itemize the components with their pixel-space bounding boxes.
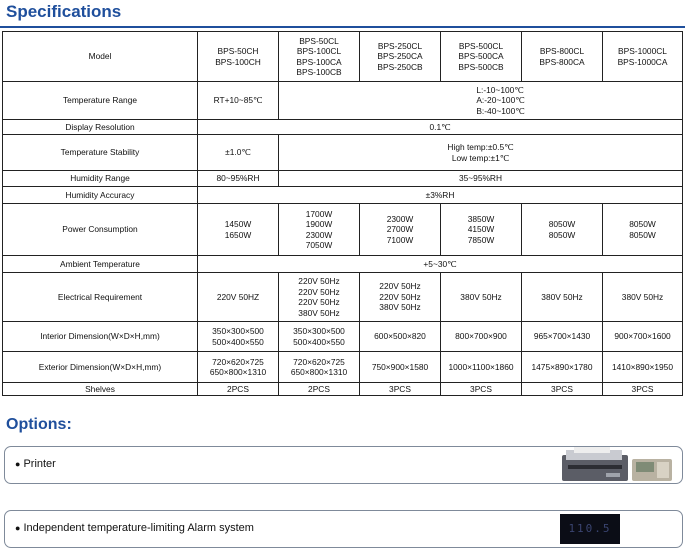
row-label: Electrical Requirement — [3, 273, 198, 322]
table-row — [3, 322, 683, 352]
table-cell: 3PCS — [603, 383, 683, 396]
table-row — [3, 187, 683, 204]
table-cell: ±1.0℃ — [198, 135, 279, 171]
table-cell: 1450W 1650W — [198, 204, 279, 256]
table-cell: 1410×890×1950 — [603, 352, 683, 383]
row-label: Temperature Stability — [3, 135, 198, 171]
table-cell: BPS-50CL BPS-100CL BPS-100CA BPS-100CB — [279, 32, 360, 82]
table-cell: 3PCS — [360, 383, 441, 396]
table-cell: 900×700×1600 — [603, 322, 683, 352]
table-cell: 2PCS — [279, 383, 360, 396]
table-cell: 8050W 8050W — [603, 204, 683, 256]
table-row — [3, 273, 683, 322]
table-row — [3, 120, 683, 135]
table-cell: High temp:±0.5℃ Low temp:±1℃ — [279, 135, 683, 171]
table-cell: 380V 50Hz — [441, 273, 522, 322]
specifications-table — [2, 31, 683, 396]
table-cell: 380V 50Hz — [522, 273, 603, 322]
table-cell: +5~30℃ — [198, 256, 683, 273]
table-row — [3, 256, 683, 273]
table-cell: BPS-800CL BPS-800CA — [522, 32, 603, 82]
row-label: Display Resolution — [3, 120, 198, 135]
table-row — [3, 383, 683, 396]
option-alarm-system — [4, 510, 683, 548]
option-printer — [4, 446, 683, 484]
table-row — [3, 32, 683, 82]
table-cell: ±3%RH — [198, 187, 683, 204]
option-printer-label: Printer — [23, 458, 56, 470]
table-cell: L:-10~100℃ A:-20~100℃ B:-40~100℃ — [279, 82, 683, 120]
table-cell: 35~95%RH — [279, 171, 683, 187]
table-cell: 350×300×500 500×400×550 — [198, 322, 279, 352]
row-label: Model — [3, 32, 198, 82]
table-cell: 80~95%RH — [198, 171, 279, 187]
row-label: Humidity Range — [3, 171, 198, 187]
table-cell: 800×700×900 — [441, 322, 522, 352]
row-label: Temperature Range — [3, 82, 198, 120]
table-cell: 2300W 2700W 7100W — [360, 204, 441, 256]
specifications-heading: Specifications — [6, 2, 122, 21]
option-label: ● Independent temperature-limiting Alarm system — [15, 522, 254, 534]
table-cell: 720×620×725 650×800×1310 — [198, 352, 279, 383]
table-cell: 3PCS — [441, 383, 522, 396]
table-cell: 0.1℃ — [198, 120, 683, 135]
options-heading: Options: — [6, 416, 72, 433]
table-row — [3, 352, 683, 383]
option-alarm-label: Independent temperature-limiting Alarm system — [23, 522, 254, 534]
table-cell: 8050W 8050W — [522, 204, 603, 256]
table-cell: 3PCS — [522, 383, 603, 396]
row-label: Humidity Accuracy — [3, 187, 198, 204]
table-row — [3, 204, 683, 256]
table-cell: 965×700×1430 — [522, 322, 603, 352]
table-cell: 3850W 4150W 7850W — [441, 204, 522, 256]
table-cell: BPS-50CH BPS-100CH — [198, 32, 279, 82]
row-label: Exterior Dimension(W×D×H,mm) — [3, 352, 198, 383]
row-label: Ambient Temperature — [3, 256, 198, 273]
table-cell: 220V 50Hz 220V 50Hz 220V 50Hz 380V 50Hz — [279, 273, 360, 322]
table-row — [3, 135, 683, 171]
table-row — [3, 82, 683, 120]
table-cell: 2PCS — [198, 383, 279, 396]
table-cell: 350×300×500 500×400×550 — [279, 322, 360, 352]
heading-rule — [0, 26, 685, 28]
printer-photo — [562, 447, 682, 483]
table-cell: BPS-1000CL BPS-1000CA — [603, 32, 683, 82]
table-cell: 380V 50Hz — [603, 273, 683, 322]
table-cell: BPS-500CL BPS-500CA BPS-500CB — [441, 32, 522, 82]
row-label: Power Consumption — [3, 204, 198, 256]
option-label: ● Printer — [15, 458, 56, 470]
row-label: Shelves — [3, 383, 198, 396]
table-cell: 1000×1100×1860 — [441, 352, 522, 383]
table-row — [3, 171, 683, 187]
table-cell: 750×900×1580 — [360, 352, 441, 383]
table-cell: 220V 50HZ — [198, 273, 279, 322]
table-cell: 720×620×725 650×800×1310 — [279, 352, 360, 383]
table-cell: RT+10~85℃ — [198, 82, 279, 120]
row-label: Interior Dimension(W×D×H,mm) — [3, 322, 198, 352]
table-cell: 600×500×820 — [360, 322, 441, 352]
table-cell: BPS-250CL BPS-250CA BPS-250CB — [360, 32, 441, 82]
alarm-display-photo: 110.5 — [560, 514, 620, 544]
table-cell: 1475×890×1780 — [522, 352, 603, 383]
table-cell: 1700W 1900W 2300W 7050W — [279, 204, 360, 256]
table-cell: 220V 50Hz 220V 50Hz 380V 50Hz — [360, 273, 441, 322]
